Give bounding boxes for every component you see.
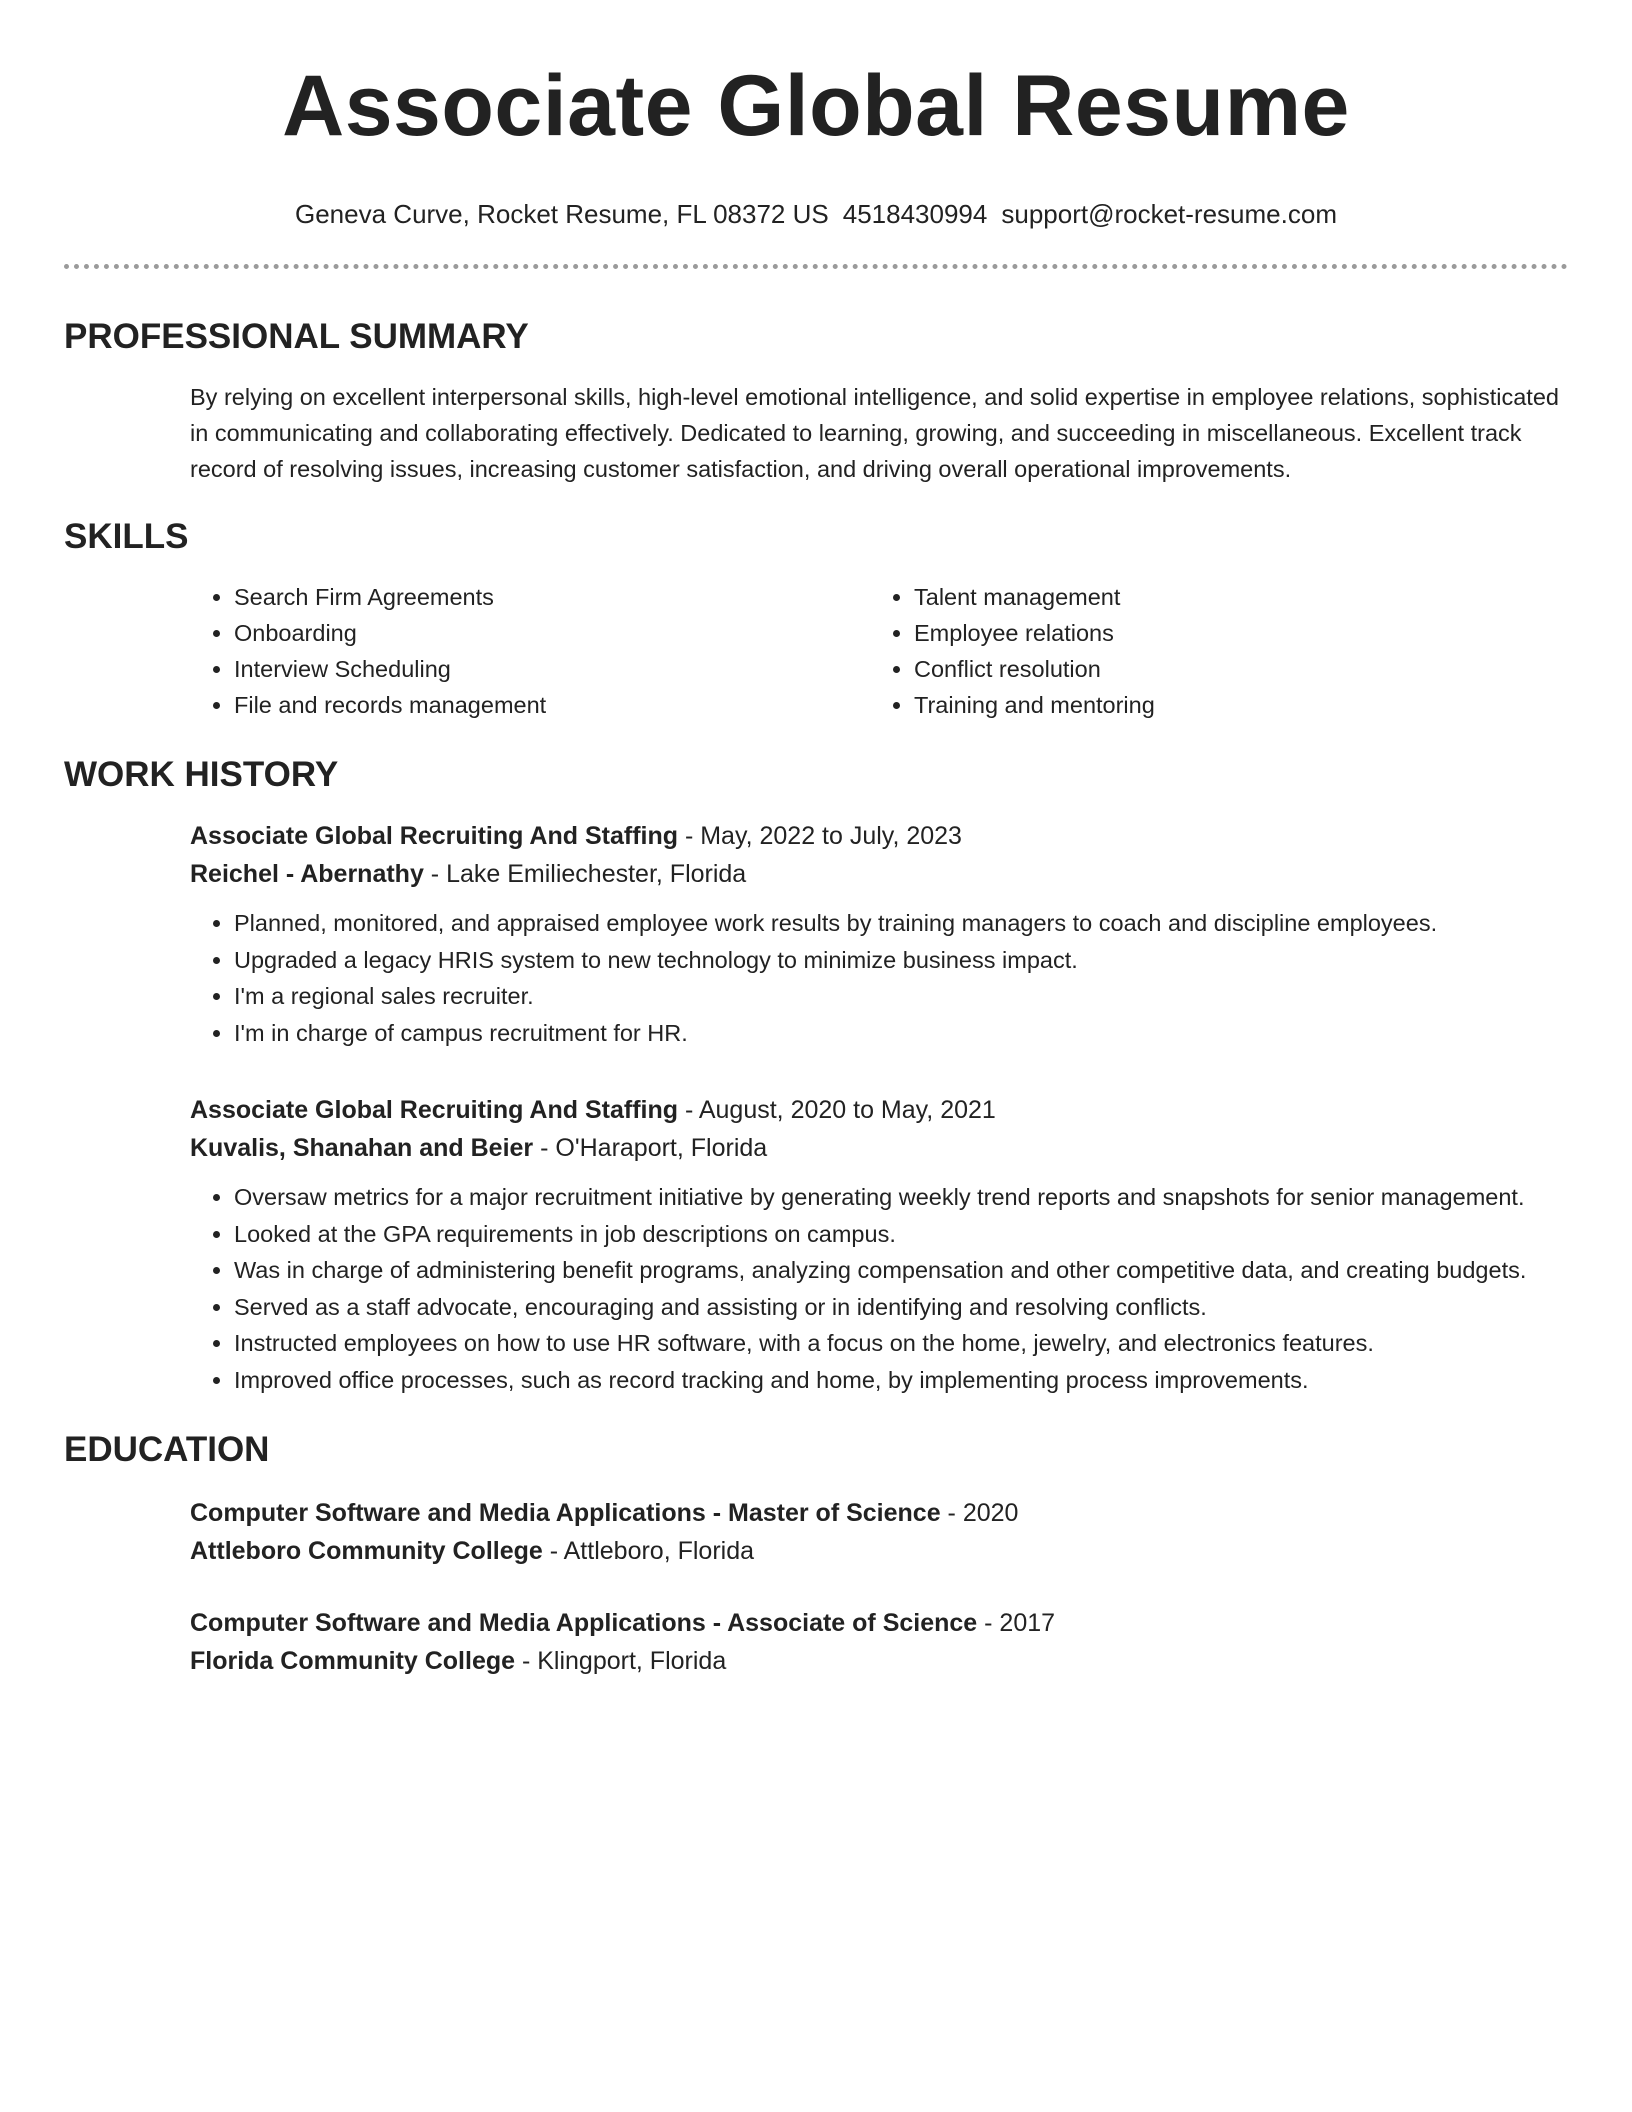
- job-bullets: [190, 1179, 1568, 1398]
- edu-degree: Computer Software and Media Applications - Master of Science: [190, 1499, 941, 1527]
- edu-degree: Computer Software and Media Applications - Associate of Science: [190, 1609, 978, 1637]
- job-title-line: [190, 1091, 1568, 1129]
- job-location: - Lake Emiliechester, Florida: [423, 860, 747, 888]
- section-title-skills: SKILLS: [64, 517, 189, 556]
- contact-phone: 4518430994: [842, 199, 988, 229]
- job-bullet: • Oversaw metrics for a major recruitment initiative by generating weekly trend reports and snapshots for senior management.: [234, 1179, 1568, 1216]
- summary-body: [64, 379, 1568, 487]
- job-company-line: [190, 855, 1568, 893]
- job-dates: - August, 2020 to May, 2021: [678, 1096, 996, 1124]
- skill-item: • File and records management: [234, 687, 870, 723]
- skills-grid: [190, 579, 1568, 723]
- job-company-line: [190, 1129, 1568, 1167]
- summary-text: By relying on excellent interpersonal skills, high-level emotional intelligence, and solid expertise in employee relations, sophisticated in communicating and collaborating effectively. Dedicated to learning, growing, and succeeding in miscellaneous. Excellent track record of resolving issues, increasing customer satisfaction, and driving overall operational improvements.: [190, 384, 1559, 482]
- edu-school: Florida Community College: [190, 1647, 516, 1675]
- skill-item: • Onboarding: [234, 615, 870, 651]
- job-bullet: • I'm in charge of campus recruitment for HR.: [234, 1015, 1568, 1052]
- job-company: Kuvalis, Shanahan and Beier: [190, 1134, 534, 1162]
- skill-item: • Search Firm Agreements: [234, 579, 870, 615]
- job-bullet: • Upgraded a legacy HRIS system to new technology to minimize business impact.: [234, 942, 1568, 979]
- job-role: Associate Global Recruiting And Staffing: [190, 822, 679, 850]
- job-company: Reichel - Abernathy: [190, 860, 424, 888]
- job-bullet: • Improved office processes, such as record tracking and home, by implementing process improvements.: [234, 1362, 1568, 1399]
- contact-line: [64, 198, 1568, 230]
- section-title-work-history: WORK HISTORY: [64, 755, 339, 794]
- edu-degree-line: [190, 1494, 1568, 1532]
- job-bullet: • I'm a regional sales recruiter.: [234, 978, 1568, 1015]
- edu-school-line: [190, 1532, 1568, 1570]
- skill-item: • Training and mentoring: [914, 687, 1550, 723]
- work-history-body: [64, 817, 1568, 1398]
- job-bullet: • Was in charge of administering benefit programs, analyzing compensation and other competitive data, and creating budgets.: [234, 1252, 1568, 1289]
- job-bullet: • Served as a staff advocate, encouraging and assisting or in identifying and resolving conflicts.: [234, 1289, 1568, 1326]
- section-title-summary: PROFESSIONAL SUMMARY: [64, 317, 529, 356]
- resume-header: [64, 0, 1568, 230]
- job-title-line: [190, 817, 1568, 855]
- education-entry: [190, 1604, 1568, 1680]
- job-bullet: • Planned, monitored, and appraised employee work results by training managers to coach and discipline employees.: [234, 905, 1568, 942]
- section-title-education: EDUCATION: [64, 1430, 270, 1469]
- skills-body: [64, 579, 1568, 723]
- edu-location: - Klingport, Florida: [515, 1647, 727, 1675]
- edu-location: - Attleboro, Florida: [542, 1537, 755, 1565]
- skill-item: • Conflict resolution: [914, 651, 1550, 687]
- edu-year: - 2017: [977, 1609, 1056, 1637]
- contact-email: support@rocket-resume.com: [1001, 199, 1337, 229]
- education-entry: [190, 1494, 1568, 1570]
- job-role: Associate Global Recruiting And Staffing: [190, 1096, 679, 1124]
- education-body: [64, 1494, 1568, 1680]
- job-entry: [190, 1091, 1568, 1398]
- edu-year: - 2020: [940, 1499, 1019, 1527]
- job-bullets: [190, 905, 1568, 1051]
- job-location: - O'Haraport, Florida: [533, 1134, 768, 1162]
- resume-title: Associate Global Resume: [282, 58, 1350, 154]
- job-entry: [190, 817, 1568, 1051]
- skills-list-right: [870, 579, 1550, 723]
- skills-list-left: [190, 579, 870, 723]
- edu-school-line: [190, 1642, 1568, 1680]
- skill-item: • Employee relations: [914, 615, 1550, 651]
- job-dates: - May, 2022 to July, 2023: [678, 822, 962, 850]
- header-divider: [64, 264, 1568, 269]
- edu-degree-line: [190, 1604, 1568, 1642]
- contact-address: Geneva Curve, Rocket Resume, FL 08372 US: [295, 199, 829, 229]
- skill-item: • Talent management: [914, 579, 1550, 615]
- skill-item: • Interview Scheduling: [234, 651, 870, 687]
- job-bullet: • Looked at the GPA requirements in job descriptions on campus.: [234, 1216, 1568, 1253]
- job-bullet: • Instructed employees on how to use HR software, with a focus on the home, jewelry, and electronics features.: [234, 1325, 1568, 1362]
- edu-school: Attleboro Community College: [190, 1537, 543, 1565]
